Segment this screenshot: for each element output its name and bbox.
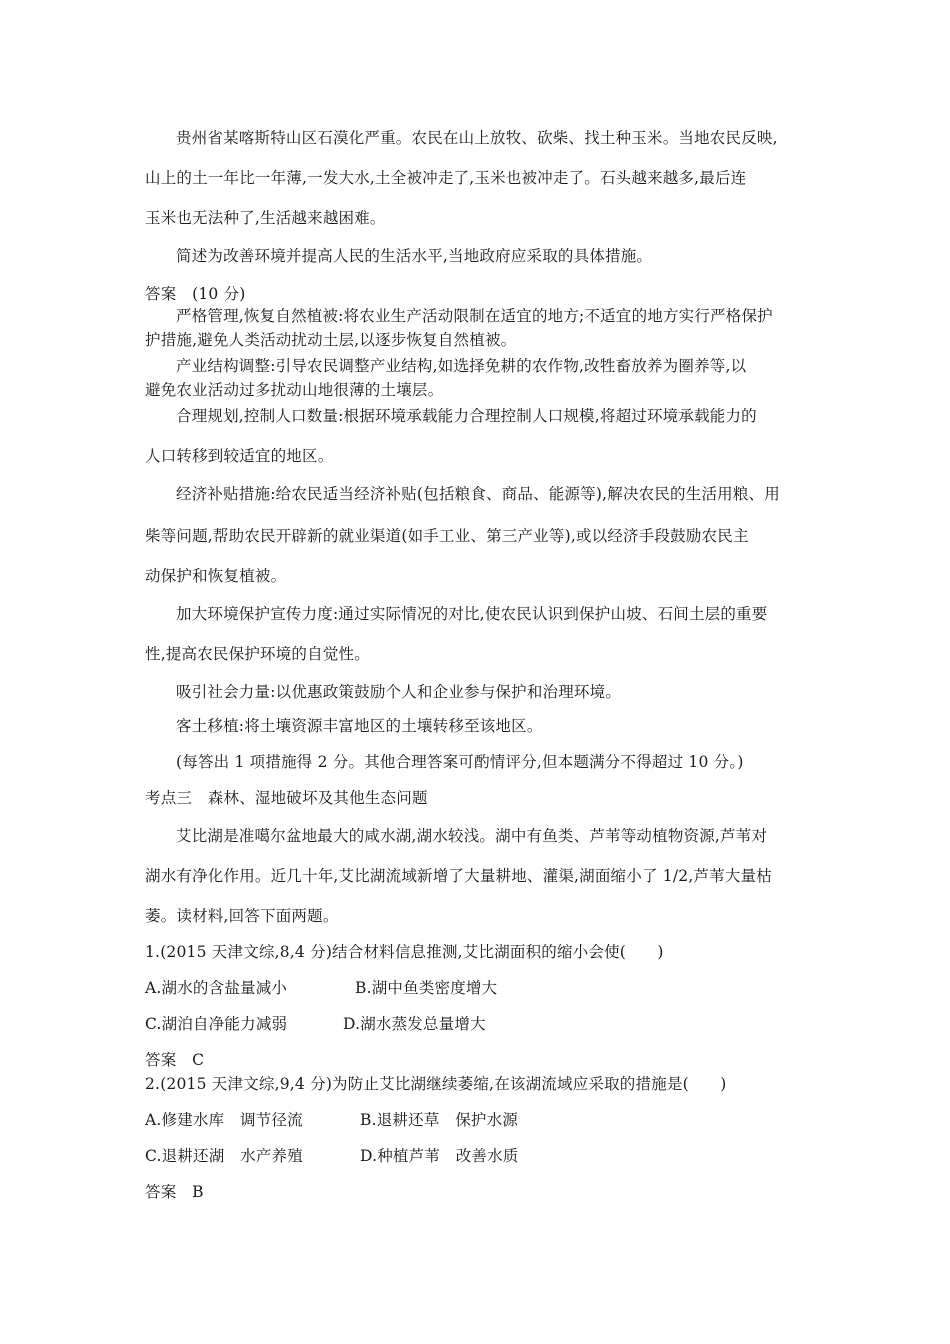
- q2-option-b: B.退耕还草 保护水源: [360, 1111, 519, 1129]
- q1-stem: 1.(2015 天津文综,8,4 分)结合材料信息推测,艾比湖面积的缩小会使( ): [145, 943, 664, 961]
- answer1-point-4-line-1: 经济补贴措施:给农民适当经济补贴(包括粮食、商品、能源等),解决农民的生活用粮、用: [176, 485, 780, 503]
- material-line-2: 湖水有净化作用。近几十年,艾比湖流域新增了大量耕地、灌渠,湖面缩小了 1/2,芦苇大量枯: [145, 867, 772, 885]
- answer1-point-2-line-1: 产业结构调整:引导农民调整产业结构,如选择免耕的农作物,改牲畜放养为圈养等,以: [176, 357, 747, 375]
- q2-stem: 2.(2015 天津文综,9,4 分)为防止艾比湖继续萎缩,在该湖流域应采取的措施是( ): [145, 1075, 727, 1093]
- answer1-point-1-line-1: 严格管理,恢复自然植被:将农业生产活动限制在适宜的地方;不适宜的地方实行严格保护: [176, 307, 773, 325]
- answer1-point-6: 吸引社会力量:以优惠政策鼓励个人和企业参与保护和治理环境。: [176, 683, 622, 701]
- q1-answer: 答案 C: [145, 1051, 205, 1069]
- answer1-point-2-line-2: 避免农业活动过多扰动山地很薄的土壤层。: [145, 381, 444, 399]
- q1-option-c: C.湖泊自净能力减弱: [145, 1015, 288, 1033]
- answer1-point-4-line-2: 柴等问题,帮助农民开辟新的就业渠道(如手工业、第三产业等),或以经济手段鼓励农民主: [145, 527, 749, 545]
- intro-line-1: 贵州省某喀斯特山区石漠化严重。农民在山上放牧、砍柴、找土种玉米。当地农民反映,: [176, 129, 778, 147]
- answer1-label: 答案 (10 分): [145, 285, 246, 303]
- answer1-point-3-line-2: 人口转移到较适宜的地区。: [145, 447, 334, 465]
- q2-answer: 答案 B: [145, 1183, 204, 1201]
- answer1-point-7: 客土移植:将土壤资源丰富地区的土壤转移至该地区。: [176, 717, 543, 735]
- answer1-point-3-line-1: 合理规划,控制人口数量:根据环境承载能力合理控制人口规模,将超过环境承载能力的: [176, 407, 757, 425]
- intro-line-3: 玉米也无法种了,生活越来越困难。: [145, 209, 386, 227]
- q2-option-a: A.修建水库 调节径流: [145, 1111, 303, 1129]
- answer1-point-1-line-2: 护措施,避免人类活动扰动土层,以逐步恢复自然植被。: [145, 331, 517, 349]
- q1-option-a: A.湖水的含盐量减小: [145, 979, 288, 997]
- section-title: 考点三 森林、湿地破坏及其他生态问题: [145, 789, 428, 807]
- q1-option-b: B.湖中鱼类密度增大: [355, 979, 498, 997]
- intro-line-2: 山上的土一年比一年薄,一发大水,土全被冲走了,玉米也被冲走了。石头越来越多,最后连: [145, 169, 747, 187]
- answer1-point-5-line-2: 性,提高农民保护环境的自觉性。: [145, 645, 370, 663]
- answer1-point-4-line-3: 动保护和恢复植被。: [145, 567, 287, 585]
- answer1-point-5-line-1: 加大环境保护宣传力度:通过实际情况的对比,使农民认识到保护山坡、石间土层的重要: [176, 605, 768, 623]
- material-line-3: 萎。读材料,回答下面两题。: [145, 907, 339, 925]
- q2-option-c: C.退耕还湖 水产养殖: [145, 1147, 303, 1165]
- material-line-1: 艾比湖是准噶尔盆地最大的咸水湖,湖水较浅。湖中有鱼类、芦苇等动植物资源,芦苇对: [176, 827, 768, 845]
- q2-option-d: D.种植芦苇 改善水质: [360, 1147, 519, 1165]
- q1-option-d: D.湖水蒸发总量增大: [343, 1015, 486, 1033]
- intro-question: 简述为改善环境并提高人民的生活水平,当地政府应采取的具体措施。: [176, 247, 653, 265]
- answer1-scoring-note: (每答出 1 项措施得 2 分。其他合理答案可酌情评分,但本题满分不得超过 10 分。): [176, 753, 744, 771]
